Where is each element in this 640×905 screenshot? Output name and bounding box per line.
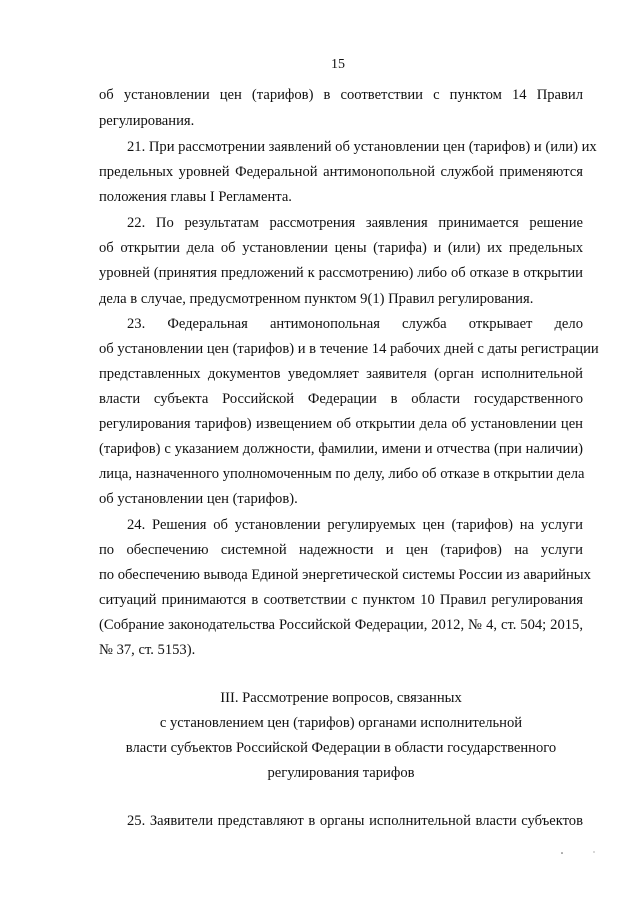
text-line: по обеспечению вывода Единой энергетической системы России из аварийных [99, 567, 591, 583]
section-heading-line: III. Рассмотрение вопросов, связанных [220, 690, 462, 706]
section-heading-line: регулирования тарифов [267, 765, 415, 781]
text-line: об открытии дела об установлении цены (тарифа) и (или) их предельных [99, 240, 583, 256]
text-line: уровней (принятия предложений к рассмотрению) либо об отказе в открытии [99, 265, 583, 281]
section-heading-line: с установлением цен (тарифов) органами исполнительной [159, 715, 523, 731]
section-heading-line: власти субъектов Российской Федерации в области государственного [125, 740, 557, 756]
text-line: дела в случае, предусмотренном пунктом 9(1) Правил регулирования. [99, 291, 534, 307]
paragraph-21-line: 21. При рассмотрении заявлений об установлении цен (тарифов) и (или) их [127, 139, 597, 155]
text-line: регулирования тарифов) извещением об открытии дела об установлении цен [99, 416, 583, 432]
text-line: ситуаций принимаются в соответствии с пунктом 10 Правил регулирования [99, 592, 583, 608]
text-line: власти субъекта Российской Федерации в области государственного [99, 391, 583, 407]
scan-specks [560, 850, 600, 856]
text-line: № 37, ст. 5153). [99, 642, 196, 658]
paragraph-24-line: 24. Решения об установлении регулируемых цен (тарифов) на услуги [127, 517, 583, 533]
text-line: об установлении цен (тарифов). [99, 491, 298, 507]
text-line: лица, назначенного уполномоченным по делу, либо об отказе в открытии дела [99, 466, 585, 482]
paragraph-22-line: 22. По результатам рассмотрения заявления принимается решение [127, 215, 583, 231]
text-line: (Собрание законодательства Российской Федерации, 2012, № 4, ст. 504; 2015, [99, 617, 583, 633]
text-line: об установлении цен (тарифов) в соответствии с пунктом 14 Правил [99, 87, 583, 103]
text-line: об установлении цен (тарифов) и в течение 14 рабочих дней с даты регистрации [99, 341, 599, 357]
text-line: регулирования. [99, 113, 195, 129]
text-line: предельных уровней Федеральной антимонопольной службой применяются [99, 164, 583, 180]
paragraph-23-line: 23. Федеральная антимонопольная служба открывает дело [127, 316, 583, 332]
page-number: 15 [331, 57, 345, 72]
text-line: (тарифов) с указанием должности, фамилии, имени и отчества (при наличии) [99, 441, 583, 457]
text-line: по обеспечению системной надежности и цен (тарифов) на услуги [99, 542, 583, 558]
text-line: положения главы I Регламента. [99, 189, 292, 205]
text-line: представленных документов уведомляет заявителя (орган исполнительной [99, 366, 583, 382]
paragraph-25-line: 25. Заявители представляют в органы исполнительной власти субъектов [127, 813, 583, 829]
